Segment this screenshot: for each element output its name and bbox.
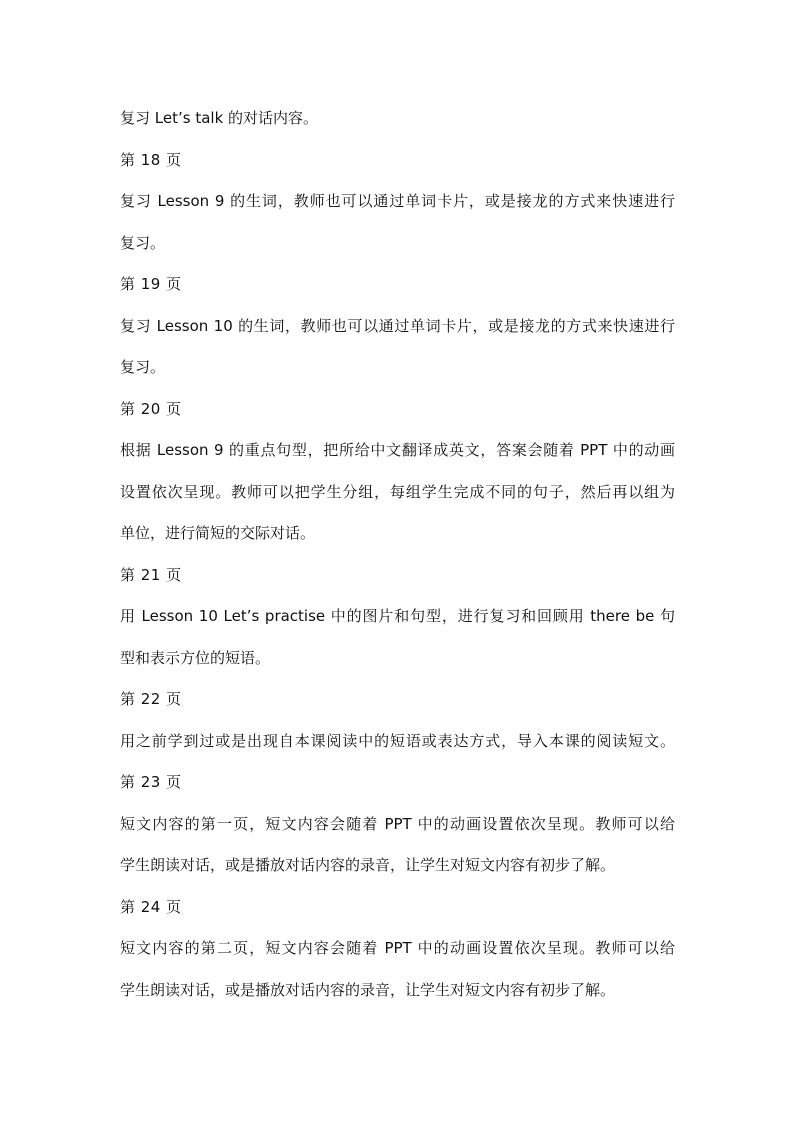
page-heading: 第 23 页 — [120, 773, 182, 791]
paragraph-line: 学生朗读对话，或是播放对话内容的录音，让学生对短文内容有初步了解。 — [120, 856, 616, 874]
paragraph-line: 复习。 — [120, 358, 166, 376]
paragraph-line: 复习 Lesson 10 的生词，教师也可以通过单词卡片，或是接龙的方式来快速进行 — [120, 316, 675, 335]
paragraph-line: 学生朗读对话，或是播放对话内容的录音，让学生对短文内容有初步了解。 — [120, 980, 616, 999]
paragraph-line: 复习 Lesson 9 的生词，教师也可以通过单词卡片，或是接龙的方式来快速进行 — [120, 192, 675, 210]
paragraph-line: 根据 Lesson 9 的重点句型，把所给中文翻译成英文，答案会随着 PPT 中的动画 — [120, 441, 675, 459]
page-heading: 第 18 页 — [120, 150, 182, 169]
paragraph-line: 用之前学到过或是出现自本课阅读中的短语或表达方式，导入本课的阅读短文。 — [120, 731, 675, 750]
paragraph-line: 复习。 — [120, 233, 166, 252]
paragraph-line: 设置依次呈现。教师可以把学生分组，每组学生完成不同的句子，然后再以组为 — [120, 482, 675, 501]
paragraph-line: 型和表示方位的短语。 — [120, 648, 271, 667]
paragraph-line: 用 Lesson 10 Let’s practise 中的图片和句型，进行复习和回顾用 there be 句 — [120, 607, 675, 625]
paragraph-line: 单位，进行简短的交际对话。 — [120, 524, 316, 542]
page-heading: 第 24 页 — [120, 897, 182, 916]
page-heading: 第 19 页 — [120, 275, 182, 293]
paragraph-line: 短文内容的第一页，短文内容会随着 PPT 中的动画设置依次呈现。教师可以给 — [120, 814, 675, 833]
paragraph-line: 短文内容的第二页，短文内容会随着 PPT 中的动画设置依次呈现。教师可以给 — [120, 939, 675, 957]
page-heading: 第 21 页 — [120, 565, 182, 584]
page-heading: 第 22 页 — [120, 690, 182, 708]
paragraph-line: 复习 Let’s talk 的对话内容。 — [120, 109, 319, 127]
page-heading: 第 20 页 — [120, 399, 182, 418]
document-body — [120, 98, 675, 1011]
